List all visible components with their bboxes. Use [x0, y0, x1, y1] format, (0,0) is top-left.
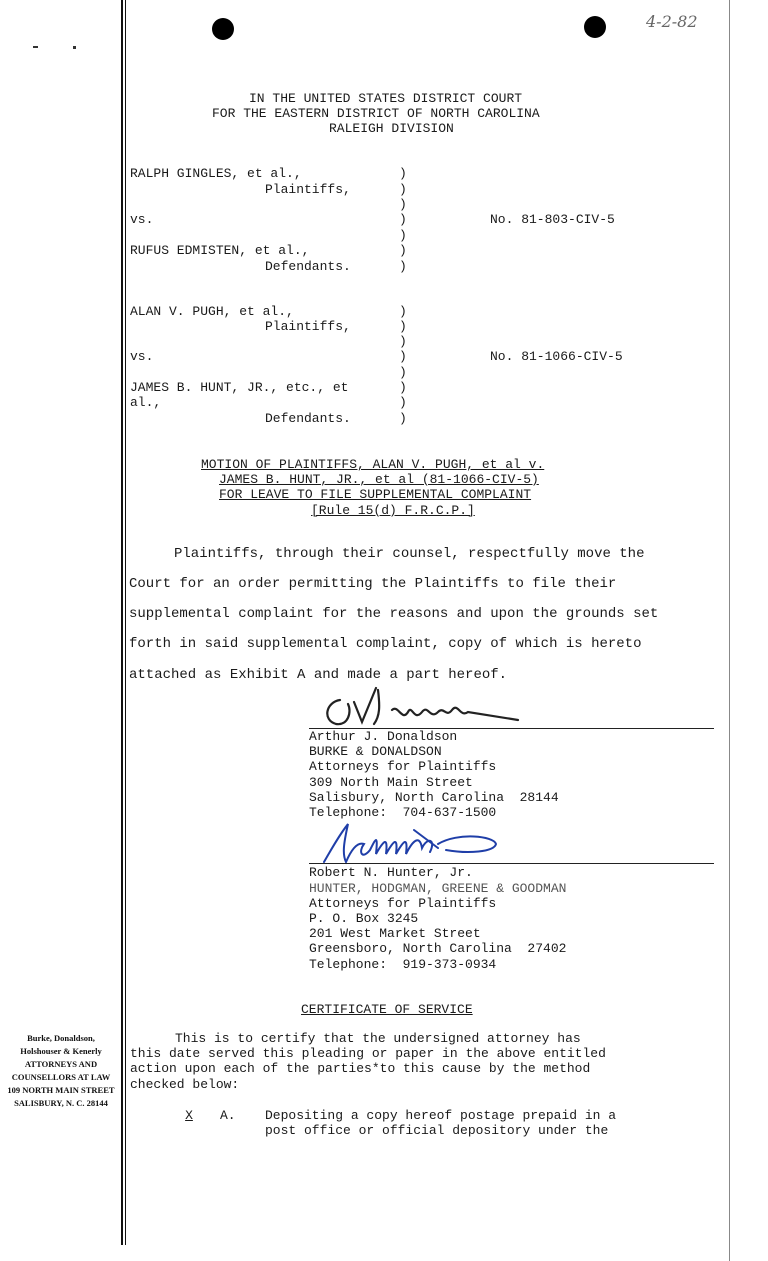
- certificate-line-2: this date served this pleading or paper in the above entitled: [130, 1046, 606, 1061]
- certificate-check-mark: X: [185, 1108, 193, 1123]
- case1-defendant: RUFUS EDMISTEN, et al.,: [130, 243, 310, 258]
- certificate-item-label: A.: [220, 1108, 236, 1123]
- sidebar-line-3: ATTORNEYS AND: [24, 1059, 98, 1069]
- law-firm-sidebar: [0, 1032, 122, 1110]
- sig2-phone: Telephone: 919-373-0934: [309, 957, 497, 972]
- signature-donaldson: [318, 682, 528, 732]
- motion-title-line-4: [Rule 15(d) F.R.C.P.]: [311, 503, 475, 518]
- sig1-name: Arthur J. Donaldson: [309, 729, 458, 744]
- case1-paren: ): [399, 197, 407, 212]
- sig2-firm: HUNTER, HODGMAN, GREENE & GOODMAN: [309, 881, 567, 896]
- sig1-phone: Telephone: 704-637-1500: [309, 805, 497, 820]
- case2-vs: vs.: [130, 349, 154, 364]
- case1-paren: ): [399, 243, 407, 258]
- sig1-address2: Salisbury, North Carolina 28144: [309, 790, 559, 805]
- body-line-4: forth in said supplemental complaint, copy of which is hereto: [129, 636, 642, 652]
- case2-paren: ): [399, 334, 407, 349]
- certificate-line-1: This is to certify that the undersigned attorney has: [175, 1031, 581, 1046]
- certificate-title: CERTIFICATE OF SERVICE: [301, 1002, 473, 1017]
- sig1-firm: BURKE & DONALDSON: [309, 744, 442, 759]
- certificate-item-line-2: post office or official depository under the: [265, 1123, 609, 1138]
- punch-hole-right: [584, 16, 606, 38]
- margin-rule-right: [125, 0, 126, 1245]
- case1-defendant-role: Defendants.: [265, 259, 351, 274]
- sig2-address1: P. O. Box 3245: [309, 911, 419, 926]
- case1-paren: ): [399, 212, 407, 227]
- case2-paren: ): [399, 349, 407, 364]
- case1-paren: ): [399, 259, 407, 274]
- case2-paren: ): [399, 304, 407, 319]
- sig2-address3: Greensboro, North Carolina 27402: [309, 941, 567, 956]
- certificate-line-3: action upon each of the parties*to this cause by the method: [130, 1061, 591, 1076]
- sidebar-line-2: Holshouser & Kenerly: [20, 1046, 102, 1056]
- case2-paren: ): [399, 365, 407, 380]
- case2-defendant-line2: al.,: [130, 395, 162, 410]
- punch-hole-left: [212, 18, 234, 40]
- sig1-role: Attorneys for Plaintiffs: [309, 759, 497, 774]
- body-line-2: Court for an order permitting the Plaintiffs to file their: [129, 576, 617, 592]
- case2-paren: ): [399, 380, 407, 395]
- case1-number: No. 81-803-CIV-5: [490, 212, 615, 227]
- motion-title-line-3: FOR LEAVE TO FILE SUPPLEMENTAL COMPLAINT: [219, 487, 532, 502]
- case1-paren: ): [399, 182, 407, 197]
- margin-rule-page-right: [729, 0, 730, 1261]
- case1-plaintiff-role: Plaintiffs,: [265, 182, 351, 197]
- case1-paren: ): [399, 166, 407, 181]
- case2-paren: ): [399, 395, 407, 410]
- speck: [33, 46, 38, 48]
- case1-vs: vs.: [130, 212, 154, 227]
- speck: [73, 46, 76, 49]
- motion-title-line-1: MOTION OF PLAINTIFFS, ALAN V. PUGH, et al v.: [201, 457, 545, 472]
- sidebar-line-4: COUNSELLORS AT LAW: [11, 1072, 111, 1082]
- case2-defendant-role: Defendants.: [265, 411, 351, 426]
- sidebar-line-6: SALISBURY, N. C. 28144: [14, 1098, 108, 1108]
- case1-paren: ): [399, 228, 407, 243]
- sig2-name: Robert N. Hunter, Jr.: [309, 865, 473, 880]
- case2-plaintiff-role: Plaintiffs,: [265, 319, 351, 334]
- case2-paren: ): [399, 319, 407, 334]
- case2-number: No. 81-1066-CIV-5: [490, 349, 623, 364]
- sig2-role: Attorneys for Plaintiffs: [309, 896, 497, 911]
- sidebar-line-1: Burke, Donaldson,: [27, 1033, 95, 1043]
- case2-plaintiff: ALAN V. PUGH, et al.,: [130, 304, 294, 319]
- case1-plaintiff: RALPH GINGLES, et al.,: [130, 166, 302, 181]
- body-line-5: attached as Exhibit A and made a part hereof.: [129, 667, 508, 683]
- body-line-1: Plaintiffs, through their counsel, respectfully move the: [174, 546, 645, 562]
- sig2-address2: 201 West Market Street: [309, 926, 481, 941]
- motion-title-line-2: JAMES B. HUNT, JR., et al (81-1066-CIV-5): [219, 472, 539, 487]
- handwritten-date: 4-2-82: [646, 12, 698, 31]
- certificate-line-4: checked below:: [130, 1077, 240, 1092]
- case2-defendant-line1: JAMES B. HUNT, JR., etc., et: [130, 380, 349, 395]
- court-line-2: FOR THE EASTERN DISTRICT OF NORTH CAROLINA: [212, 106, 540, 121]
- court-line-3: RALEIGH DIVISION: [329, 121, 454, 136]
- sidebar-line-5: 109 NORTH MAIN STREET: [7, 1085, 115, 1095]
- signature-line-2: [309, 863, 714, 864]
- body-line-3: supplemental complaint for the reasons and upon the grounds set: [129, 606, 659, 622]
- case2-paren: ): [399, 411, 407, 426]
- court-line-1: IN THE UNITED STATES DISTRICT COURT: [249, 91, 523, 106]
- sig1-address1: 309 North Main Street: [309, 775, 473, 790]
- certificate-item-line-1: Depositing a copy hereof postage prepaid in a: [265, 1108, 617, 1123]
